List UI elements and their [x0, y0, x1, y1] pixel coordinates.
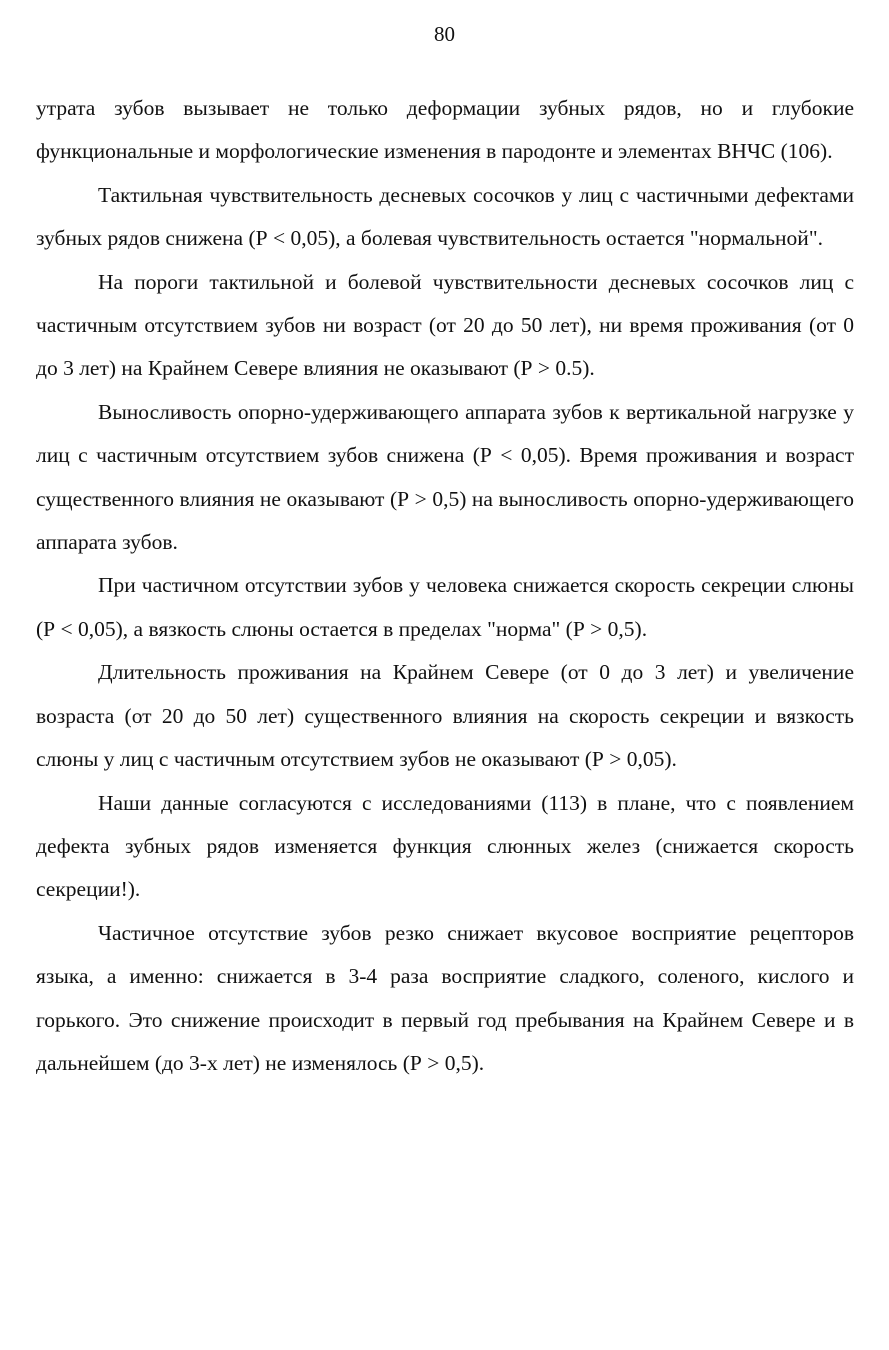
- paragraph-2: Тактильная чувствительность десневых сосочков у лиц с частичными дефектами зубных рядов снижена (Р < 0,05), а болевая чувствительность остается "нормальной".: [36, 182, 854, 251]
- paragraph-4: Выносливость опорно-удерживающего аппарата зубов к вертикальной нагрузке у лиц с частичным отсутствием зубов снижена (Р < 0,05). Время проживания и возраст существенного влияния не оказывают (Р > 0,5) на выносливость опорно-удерживающего аппарата зубов.: [36, 399, 854, 555]
- paragraph-6: Длительность проживания на Крайнем Севере (от 0 до 3 лет) и увеличение возраста (от 20 до 50 лет) существенного влияния на скорость секреции и вязкость слюны у лиц с частичным отсутствием зубов не оказывают (Р > 0,05).: [36, 660, 854, 772]
- paragraph-1: утрата зубов вызывает не только деформации зубных рядов, но и глубокие функциональные и морфологические изменения в пародонте и элементах ВНЧС (106).: [36, 96, 854, 164]
- page-number: 80: [434, 22, 455, 46]
- paragraph-3: На пороги тактильной и болевой чувствительности десневых сосочков лиц с частичным отсутствием зубов ни возраст (от 20 до 50 лет), ни время проживания (от 0 до 3 лет) на Крайнем Севере влияния не оказывают (Р > 0.5).: [36, 269, 854, 381]
- paragraph-5: При частичном отсутствии зубов у человека снижается скорость секреции слюны (Р < 0,05), а вязкость слюны остается в пределах "норма" (Р > 0,5).: [36, 573, 854, 641]
- paragraph-8: Частичное отсутствие зубов резко снижает вкусовое восприятие рецепторов языка, а именно: снижается в 3-4 раза восприятие сладкого, соленого, кислого и горького. Это снижение происходит в первый год пребывания на Крайнем Севере и в дальнейшем (до 3-х лет) не изменялось (Р > 0,5).: [36, 920, 854, 1075]
- paragraph-7: Наши данные согласуются с исследованиями (113) в плане, что с появлением дефекта зубных рядов изменяется функция слюнных желез (снижается скорость секреции!).: [36, 790, 854, 902]
- body-text: [36, 87, 854, 1085]
